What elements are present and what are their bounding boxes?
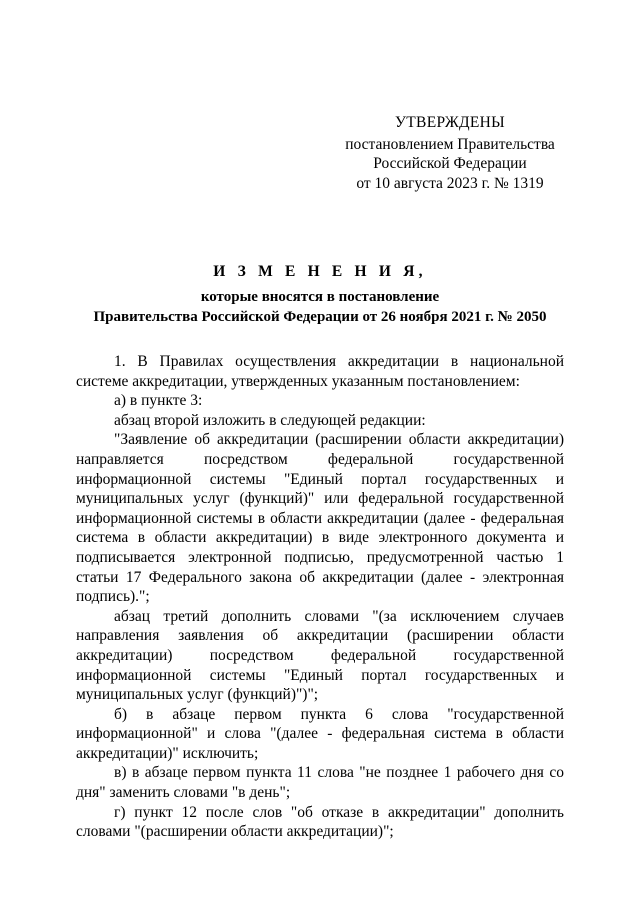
heading-title: И З М Е Н Е Н И Я,: [213, 263, 427, 280]
approval-line-2: Российской Федерации: [373, 155, 527, 172]
paragraph: абзац третий дополнить словами "(за исключением случаев направления заявления об аккредитации (расширении области аккредитации) посредством федеральной государственной информационной системы "Единый портал государственных и муниципальных услуг (функций)")";: [76, 607, 564, 704]
paragraph: а) в пункте 3:: [114, 392, 203, 410]
paragraph: абзац второй изложить в следующей редакции:: [114, 411, 426, 429]
document-heading: [60, 262, 580, 327]
approval-line-1: постановлением Правительства: [345, 135, 555, 153]
approval-title: УТВЕРЖДЕНЫ: [395, 114, 505, 131]
paragraph: г) пункт 12 после слов "об отказе в аккредитации" дополнить словами "(расширении области аккредитации)";: [76, 803, 564, 841]
heading-line-1: которые вносятся в постановление: [200, 289, 440, 305]
paragraph: б) в абзаце первом пункта 6 слова "государственной информационной" и слова "(далее - федеральная система в области аккредитации)" исключить;: [76, 705, 564, 762]
approval-block: [330, 113, 570, 193]
paragraph: "Заявление об аккредитации (расширении области аккредитации) направляется посредством федеральной государственной информационной системы "Единый портал государственных и муниципальных услуг (функций)" или федеральной государственной информационной системы в области аккредитации (далее - федеральная система в области аккредитации) в виде электронного документа и подписывается электронной подписью, предусмотренной частью 1 статьи 17 Федерального закона об аккредитации (далее - электронная подпись).";: [76, 431, 564, 606]
document-body: [76, 352, 564, 842]
approval-line-3: от 10 августа 2023 г. № 1319: [356, 174, 544, 192]
heading-line-2: Правительства Российской Федерации от 26 ноября 2021 г. № 2050: [93, 308, 547, 325]
paragraph: в) в абзаце первом пункта 11 слова "не позднее 1 рабочего дня со дня" заменить словами "в день";: [76, 764, 564, 802]
paragraph: 1. В Правилах осуществления аккредитации в национальной системе аккредитации, утвержденных указанным постановлением:: [76, 353, 564, 390]
